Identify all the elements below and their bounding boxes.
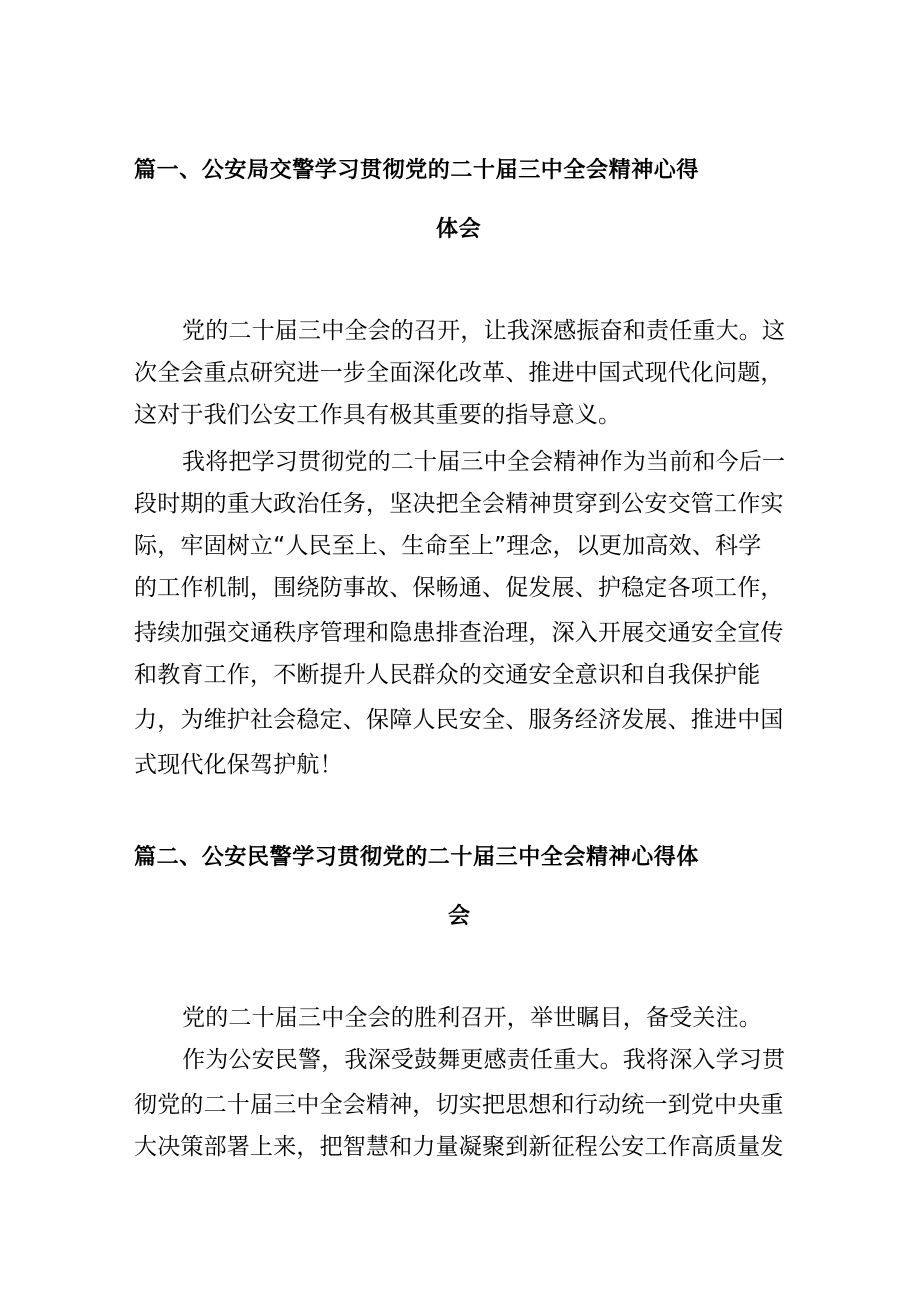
section1-p2-line1: 我将把学习贯彻党的二十届三中全会精神作为当前和今后一	[182, 449, 786, 475]
section1-p2-line8: 式现代化保驾护航！	[134, 752, 343, 778]
section2-p1-line1: 党的二十届三中全会的胜利召开，举世瞩目，备受关注。	[182, 1005, 762, 1031]
section2-p2-line1: 作为公安民警，我深受鼓舞更感责任重大。我将深入学习贯	[182, 1047, 786, 1073]
section1-p1-line1: 党的二十届三中全会的召开，让我深感振奋和责任重大。这	[182, 318, 786, 344]
section2-p2-line3: 大决策部署上来，把智慧和力量凝聚到新征程公安工作高质量发	[134, 1134, 784, 1160]
section1-p2-line2: 段时期的重大政治任务，坚决把全会精神贯穿到公安交管工作实	[134, 491, 784, 517]
section2-title-line2: 会	[448, 904, 471, 929]
section1-p2-line5: 持续加强交通秩序管理和隐患排查治理，深入开展交通安全宣传	[134, 620, 784, 646]
section2-p2-line2: 彻党的二十届三中全会精神，切实把思想和行动统一到党中央重	[134, 1092, 784, 1118]
section1-p1-line3: 这对于我们公安工作具有极其重要的指导意义。	[134, 402, 622, 428]
section1-title-line2: 体会	[436, 217, 482, 242]
section2-title-line1: 篇二、公安民警学习贯彻党的二十届三中全会精神心得体	[134, 845, 700, 870]
section1-p1-line2: 次全会重点研究进一步全面深化改革、推进中国式现代化问题，	[134, 360, 784, 386]
section1-p2-line7: 力，为维护社会稳定、保障人民安全、服务经济发展、推进中国	[134, 707, 784, 733]
section1-title-line1: 篇一、公安局交警学习贯彻党的二十届三中全会精神心得	[134, 158, 700, 183]
section1-p2-line4: 的工作机制，围绕防事故、保畅通、促发展、护稳定各项工作，	[134, 575, 784, 601]
section1-p2-line6: 和教育工作，不断提升人民群众的交通安全意识和自我保护能	[134, 662, 761, 688]
section1-p2-line3: 际，牢固树立“人民至上、生命至上”理念，以更加高效、科学	[134, 533, 762, 559]
